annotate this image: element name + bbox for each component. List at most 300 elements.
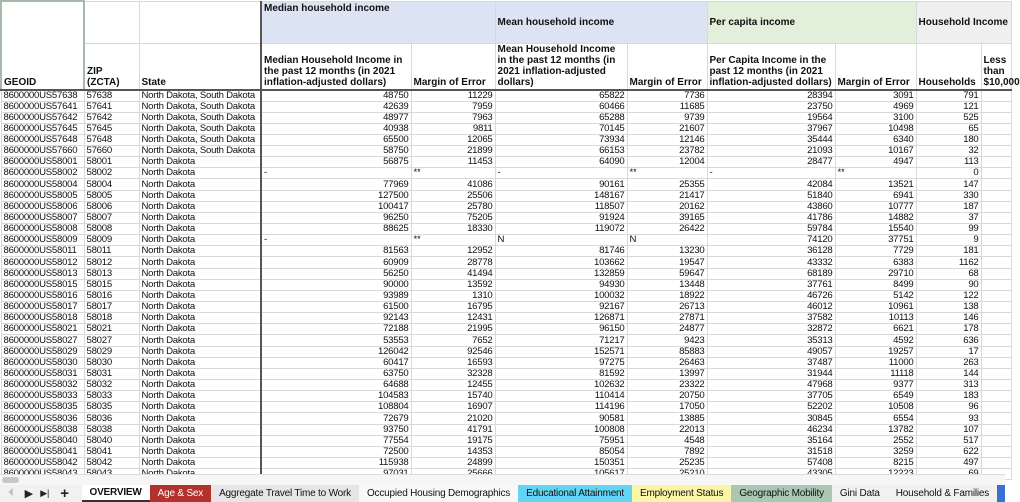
cell-mean-moe[interactable]: 26463 bbox=[627, 357, 707, 368]
cell-per-capita-income[interactable]: 42084 bbox=[707, 179, 835, 190]
cell-mean-moe[interactable]: 13885 bbox=[627, 413, 707, 424]
cell-per-capita-moe[interactable]: 6383 bbox=[835, 257, 916, 268]
cell-median-income[interactable]: - bbox=[261, 168, 411, 179]
cell-median-moe[interactable]: 24899 bbox=[411, 458, 495, 469]
cell-geoid[interactable]: 8600000US58018 bbox=[1, 313, 84, 324]
next-sheet-icon[interactable]: ▶ bbox=[24, 488, 33, 500]
cell-median-moe[interactable]: 7959 bbox=[411, 101, 495, 112]
cell-median-moe[interactable]: 41086 bbox=[411, 179, 495, 190]
cell-mean-moe[interactable]: 20162 bbox=[627, 201, 707, 212]
scrollbar-thumb[interactable] bbox=[2, 477, 19, 483]
cell-median-income[interactable]: 65500 bbox=[261, 134, 411, 145]
cell-mean-moe[interactable]: 12146 bbox=[627, 134, 707, 145]
cell-households[interactable]: 90 bbox=[916, 279, 981, 290]
cell-less-than-10000[interactable] bbox=[981, 101, 1011, 112]
cell-geoid[interactable]: 8600000US57648 bbox=[1, 134, 84, 145]
cell-per-capita-moe[interactable]: 15540 bbox=[835, 224, 916, 235]
cell-median-income[interactable]: 77554 bbox=[261, 435, 411, 446]
cell-median-moe[interactable]: 12455 bbox=[411, 380, 495, 391]
cell-households[interactable]: 17 bbox=[916, 346, 981, 357]
cell-mean-income[interactable]: 118507 bbox=[495, 201, 627, 212]
cell-per-capita-moe[interactable]: 14882 bbox=[835, 212, 916, 223]
cell-less-than-10000[interactable] bbox=[981, 435, 1011, 446]
cell-per-capita-income[interactable]: 37967 bbox=[707, 123, 835, 134]
cell-median-income[interactable]: 58750 bbox=[261, 146, 411, 157]
cell-median-income[interactable]: 72500 bbox=[261, 446, 411, 457]
cell-mean-moe[interactable]: 23322 bbox=[627, 380, 707, 391]
cell-median-income[interactable]: 60909 bbox=[261, 257, 411, 268]
cell-per-capita-moe[interactable]: 8499 bbox=[835, 279, 916, 290]
cell-state[interactable]: North Dakota bbox=[139, 435, 261, 446]
cell-median-moe[interactable]: 28778 bbox=[411, 257, 495, 268]
cell-median-income[interactable]: 53553 bbox=[261, 335, 411, 346]
cell-households[interactable]: 497 bbox=[916, 458, 981, 469]
cell-per-capita-moe[interactable]: 3091 bbox=[835, 90, 916, 102]
sheet-tab[interactable]: Geographic Mobility bbox=[731, 485, 832, 502]
cell-median-moe[interactable]: 7652 bbox=[411, 335, 495, 346]
cell-per-capita-moe[interactable]: 6549 bbox=[835, 391, 916, 402]
cell-median-moe[interactable]: 32328 bbox=[411, 368, 495, 379]
cell-less-than-10000[interactable] bbox=[981, 201, 1011, 212]
cell-geoid[interactable]: 8600000US58005 bbox=[1, 190, 84, 201]
cell-households[interactable]: 525 bbox=[916, 112, 981, 123]
cell-mean-income[interactable]: 70145 bbox=[495, 123, 627, 134]
cell-per-capita-moe[interactable]: 3259 bbox=[835, 446, 916, 457]
cell-households[interactable]: 122 bbox=[916, 290, 981, 301]
cell-state[interactable]: North Dakota bbox=[139, 446, 261, 457]
cell-per-capita-income[interactable]: 35164 bbox=[707, 435, 835, 446]
cell-state[interactable]: North Dakota bbox=[139, 357, 261, 368]
cell-mean-income[interactable]: 119072 bbox=[495, 224, 627, 235]
cell-state[interactable]: North Dakota bbox=[139, 212, 261, 223]
cell-per-capita-moe[interactable]: 3100 bbox=[835, 112, 916, 123]
cell-median-income[interactable]: 100417 bbox=[261, 201, 411, 212]
cell-households[interactable]: 68 bbox=[916, 268, 981, 279]
cell-state[interactable]: North Dakota, South Dakota bbox=[139, 90, 261, 102]
cell-median-moe[interactable]: 7963 bbox=[411, 112, 495, 123]
cell-zip[interactable]: 57645 bbox=[84, 123, 139, 134]
cell-mean-moe[interactable]: 22013 bbox=[627, 424, 707, 435]
cell-state[interactable]: North Dakota bbox=[139, 346, 261, 357]
cell-mean-income[interactable]: 71217 bbox=[495, 335, 627, 346]
cell-mean-moe[interactable]: 12004 bbox=[627, 157, 707, 168]
cell-per-capita-moe[interactable]: 10113 bbox=[835, 313, 916, 324]
col-header-zip[interactable]: ZIP (ZCTA) bbox=[84, 43, 139, 90]
cell-per-capita-moe[interactable]: 9377 bbox=[835, 380, 916, 391]
cell-geoid[interactable]: 8600000US58011 bbox=[1, 246, 84, 257]
cell-median-income[interactable]: 104583 bbox=[261, 391, 411, 402]
cell-less-than-10000[interactable] bbox=[981, 268, 1011, 279]
cell-zip[interactable]: 57648 bbox=[84, 134, 139, 145]
sheet-tab[interactable]: Aggregate Travel Time to Work bbox=[211, 485, 359, 502]
cell-median-moe[interactable]: 21020 bbox=[411, 413, 495, 424]
cell-zip[interactable]: 58001 bbox=[84, 157, 139, 168]
cell-geoid[interactable]: 8600000US58017 bbox=[1, 302, 84, 313]
cell-mean-moe[interactable]: 26422 bbox=[627, 224, 707, 235]
cell-mean-moe[interactable]: 85883 bbox=[627, 346, 707, 357]
cell-mean-income[interactable]: 102632 bbox=[495, 380, 627, 391]
cell-geoid[interactable]: 8600000US58031 bbox=[1, 368, 84, 379]
cell-state[interactable]: North Dakota, South Dakota bbox=[139, 101, 261, 112]
cell-state[interactable]: North Dakota bbox=[139, 313, 261, 324]
col-header-mean-income[interactable]: Mean Household Income in the past 12 months (in 2021 inflation-adjusted dollars) bbox=[495, 43, 627, 90]
col-header-median-moe[interactable]: Margin of Error bbox=[411, 43, 495, 90]
cell-median-moe[interactable]: 16593 bbox=[411, 357, 495, 368]
cell-median-moe[interactable]: 92546 bbox=[411, 346, 495, 357]
cell-median-moe[interactable]: 11453 bbox=[411, 157, 495, 168]
cell-mean-income[interactable]: 100808 bbox=[495, 424, 627, 435]
cell-median-moe[interactable]: 12431 bbox=[411, 313, 495, 324]
cell-median-moe[interactable]: 25780 bbox=[411, 201, 495, 212]
sheet-tab[interactable]: OVERVIEW bbox=[82, 485, 150, 502]
cell-mean-moe[interactable]: 9739 bbox=[627, 112, 707, 123]
cell-per-capita-moe[interactable]: 6941 bbox=[835, 190, 916, 201]
cell-mean-income[interactable]: 103662 bbox=[495, 257, 627, 268]
col-header-geoid[interactable]: GEOID bbox=[1, 43, 84, 90]
col-header-households[interactable]: Households bbox=[916, 43, 981, 90]
cell-per-capita-moe[interactable]: 37751 bbox=[835, 235, 916, 246]
cell-mean-income[interactable]: 150351 bbox=[495, 458, 627, 469]
cell-geoid[interactable]: 8600000US58033 bbox=[1, 391, 84, 402]
sheet-tab[interactable]: Gini Data bbox=[832, 485, 888, 502]
cell-per-capita-moe[interactable]: 6554 bbox=[835, 413, 916, 424]
cell-less-than-10000[interactable] bbox=[981, 380, 1011, 391]
cell-zip[interactable]: 58027 bbox=[84, 335, 139, 346]
cell-mean-moe[interactable]: 9423 bbox=[627, 335, 707, 346]
cell-zip[interactable]: 58038 bbox=[84, 424, 139, 435]
add-sheet-icon[interactable]: + bbox=[60, 485, 69, 502]
sheet-tab[interactable]: Age & Sex bbox=[150, 485, 211, 502]
cell-median-moe[interactable]: 21995 bbox=[411, 324, 495, 335]
cell-zip[interactable]: 58032 bbox=[84, 380, 139, 391]
cell-median-moe[interactable]: 12952 bbox=[411, 246, 495, 257]
cell-median-income[interactable]: 72188 bbox=[261, 324, 411, 335]
cell-less-than-10000[interactable] bbox=[981, 424, 1011, 435]
cell-state[interactable]: North Dakota bbox=[139, 157, 261, 168]
cell-per-capita-moe[interactable]: 4947 bbox=[835, 157, 916, 168]
cell-households[interactable]: 32 bbox=[916, 146, 981, 157]
cell-less-than-10000[interactable] bbox=[981, 313, 1011, 324]
cell-mean-moe[interactable]: 21417 bbox=[627, 190, 707, 201]
cell-zip[interactable]: 58031 bbox=[84, 368, 139, 379]
col-header-mean-moe[interactable]: Margin of Error bbox=[627, 43, 707, 90]
cell-households[interactable]: 1162 bbox=[916, 257, 981, 268]
cell-zip[interactable]: 58041 bbox=[84, 446, 139, 457]
cell-less-than-10000[interactable] bbox=[981, 157, 1011, 168]
cell-geoid[interactable]: 8600000US58036 bbox=[1, 413, 84, 424]
cell-median-moe[interactable]: 75205 bbox=[411, 212, 495, 223]
cell-mean-income[interactable]: 114196 bbox=[495, 402, 627, 413]
cell-mean-moe[interactable]: 13448 bbox=[627, 279, 707, 290]
cell-geoid[interactable]: 8600000US58007 bbox=[1, 212, 84, 223]
cell-zip[interactable]: 57641 bbox=[84, 101, 139, 112]
col-header-per-capita-income[interactable]: Per Capita Income in the past 12 months (in 2021 inflation-adjusted dollars) bbox=[707, 43, 835, 90]
cell-state[interactable]: North Dakota bbox=[139, 190, 261, 201]
cell-households[interactable]: 263 bbox=[916, 357, 981, 368]
cell-per-capita-moe[interactable]: 13521 bbox=[835, 179, 916, 190]
cell-households[interactable]: 181 bbox=[916, 246, 981, 257]
cell-zip[interactable]: 58006 bbox=[84, 201, 139, 212]
col-header-per-capita-moe[interactable]: Margin of Error bbox=[835, 43, 916, 90]
cell-per-capita-moe[interactable]: 6621 bbox=[835, 324, 916, 335]
cell-median-income[interactable]: 77969 bbox=[261, 179, 411, 190]
cell-geoid[interactable]: 8600000US58035 bbox=[1, 402, 84, 413]
cell-per-capita-moe[interactable]: 10777 bbox=[835, 201, 916, 212]
cell-per-capita-income[interactable]: - bbox=[707, 168, 835, 179]
cell-median-income[interactable]: 42639 bbox=[261, 101, 411, 112]
cell-mean-income[interactable]: 90581 bbox=[495, 413, 627, 424]
cell-state[interactable]: North Dakota bbox=[139, 413, 261, 424]
cell-state[interactable]: North Dakota bbox=[139, 268, 261, 279]
cell-per-capita-income[interactable]: 35313 bbox=[707, 335, 835, 346]
cell-per-capita-moe[interactable]: 6340 bbox=[835, 134, 916, 145]
cell-per-capita-moe[interactable]: 4969 bbox=[835, 101, 916, 112]
cell-geoid[interactable]: 8600000US58030 bbox=[1, 357, 84, 368]
cell-households[interactable]: 144 bbox=[916, 368, 981, 379]
cell-less-than-10000[interactable] bbox=[981, 346, 1011, 357]
cell-median-moe[interactable]: 41494 bbox=[411, 268, 495, 279]
cell-households[interactable]: 147 bbox=[916, 179, 981, 190]
cell-median-income[interactable]: - bbox=[261, 235, 411, 246]
cell-less-than-10000[interactable] bbox=[981, 246, 1011, 257]
cell-geoid[interactable]: 8600000US58012 bbox=[1, 257, 84, 268]
cell-median-moe[interactable]: ** bbox=[411, 235, 495, 246]
cell-per-capita-income[interactable]: 19564 bbox=[707, 112, 835, 123]
cell-mean-income[interactable]: N bbox=[495, 235, 627, 246]
cell-per-capita-income[interactable]: 37487 bbox=[707, 357, 835, 368]
cell-median-income[interactable]: 108804 bbox=[261, 402, 411, 413]
cell-geoid[interactable]: 8600000US58038 bbox=[1, 424, 84, 435]
cell-households[interactable]: 791 bbox=[916, 90, 981, 102]
cell-per-capita-income[interactable]: 37705 bbox=[707, 391, 835, 402]
cell-mean-income[interactable]: 66153 bbox=[495, 146, 627, 157]
cell-geoid[interactable]: 8600000US58021 bbox=[1, 324, 84, 335]
cell-less-than-10000[interactable] bbox=[981, 458, 1011, 469]
cell-median-moe[interactable]: 25506 bbox=[411, 190, 495, 201]
cell-median-income[interactable]: 61500 bbox=[261, 302, 411, 313]
cell-median-income[interactable]: 127500 bbox=[261, 190, 411, 201]
cell-zip[interactable]: 58033 bbox=[84, 391, 139, 402]
cell-mean-income[interactable]: 100032 bbox=[495, 290, 627, 301]
cell-median-income[interactable]: 81563 bbox=[261, 246, 411, 257]
cell-less-than-10000[interactable] bbox=[981, 257, 1011, 268]
first-sheet-icon[interactable]: ⏴ bbox=[8, 487, 14, 499]
cell-geoid[interactable]: 8600000US58027 bbox=[1, 335, 84, 346]
cell-median-moe[interactable]: 1310 bbox=[411, 290, 495, 301]
cell-less-than-10000[interactable] bbox=[981, 168, 1011, 179]
cell-zip[interactable]: 58021 bbox=[84, 324, 139, 335]
cell-per-capita-income[interactable]: 74120 bbox=[707, 235, 835, 246]
cell-zip[interactable]: 58040 bbox=[84, 435, 139, 446]
cell-less-than-10000[interactable] bbox=[981, 134, 1011, 145]
cell-households[interactable]: 183 bbox=[916, 391, 981, 402]
cell-zip[interactable]: 57660 bbox=[84, 146, 139, 157]
cell-per-capita-income[interactable]: 46234 bbox=[707, 424, 835, 435]
cell-geoid[interactable]: 8600000US58013 bbox=[1, 268, 84, 279]
cell-median-income[interactable]: 56250 bbox=[261, 268, 411, 279]
cell-households[interactable]: 187 bbox=[916, 201, 981, 212]
cell-median-income[interactable]: 88625 bbox=[261, 224, 411, 235]
cell-per-capita-income[interactable]: 37761 bbox=[707, 279, 835, 290]
cell-per-capita-income[interactable]: 28394 bbox=[707, 90, 835, 102]
cell-zip[interactable]: 58042 bbox=[84, 458, 139, 469]
cell-per-capita-income[interactable]: 43332 bbox=[707, 257, 835, 268]
cell-households[interactable]: 9 bbox=[916, 235, 981, 246]
cell-state[interactable]: North Dakota, South Dakota bbox=[139, 146, 261, 157]
cell-per-capita-moe[interactable]: 19257 bbox=[835, 346, 916, 357]
cell-per-capita-moe[interactable]: 13782 bbox=[835, 424, 916, 435]
cell-state[interactable]: North Dakota bbox=[139, 391, 261, 402]
cell-less-than-10000[interactable] bbox=[981, 179, 1011, 190]
cell-zip[interactable]: 58004 bbox=[84, 179, 139, 190]
cell-mean-moe[interactable]: 7736 bbox=[627, 90, 707, 102]
cell-state[interactable]: North Dakota bbox=[139, 302, 261, 313]
cell-median-moe[interactable]: 12065 bbox=[411, 134, 495, 145]
col-header-less-than-10000[interactable]: Less than $10,000 bbox=[981, 43, 1011, 90]
cell-per-capita-income[interactable]: 43860 bbox=[707, 201, 835, 212]
cell-median-income[interactable]: 56875 bbox=[261, 157, 411, 168]
cell-median-moe[interactable]: 13592 bbox=[411, 279, 495, 290]
cell-mean-moe[interactable]: 27871 bbox=[627, 313, 707, 324]
cell-mean-income[interactable]: - bbox=[495, 168, 627, 179]
cell-less-than-10000[interactable] bbox=[981, 357, 1011, 368]
sheet-tab[interactable]: Educational Attainment bbox=[518, 485, 632, 502]
cell-geoid[interactable]: 8600000US58006 bbox=[1, 201, 84, 212]
cell-zip[interactable]: 58011 bbox=[84, 246, 139, 257]
cell-per-capita-income[interactable]: 52202 bbox=[707, 402, 835, 413]
cell-geoid[interactable]: 8600000US58001 bbox=[1, 157, 84, 168]
cell-less-than-10000[interactable] bbox=[981, 335, 1011, 346]
cell-mean-moe[interactable]: ** bbox=[627, 168, 707, 179]
cell-median-moe[interactable]: ** bbox=[411, 168, 495, 179]
cell-median-income[interactable]: 93750 bbox=[261, 424, 411, 435]
cell-less-than-10000[interactable] bbox=[981, 446, 1011, 457]
cell-median-moe[interactable]: 16795 bbox=[411, 302, 495, 313]
cell-mean-income[interactable]: 97275 bbox=[495, 357, 627, 368]
cell-mean-moe[interactable]: 20750 bbox=[627, 391, 707, 402]
cell-less-than-10000[interactable] bbox=[981, 302, 1011, 313]
cell-mean-moe[interactable]: 59647 bbox=[627, 268, 707, 279]
cell-households[interactable]: 180 bbox=[916, 134, 981, 145]
col-header-state[interactable]: State bbox=[139, 43, 261, 90]
cell-less-than-10000[interactable] bbox=[981, 146, 1011, 157]
cell-less-than-10000[interactable] bbox=[981, 235, 1011, 246]
cell-mean-moe[interactable]: 24877 bbox=[627, 324, 707, 335]
cell-median-income[interactable]: 63750 bbox=[261, 368, 411, 379]
cell-zip[interactable]: 58016 bbox=[84, 290, 139, 301]
cell-per-capita-income[interactable]: 46726 bbox=[707, 290, 835, 301]
cell-households[interactable]: 107 bbox=[916, 424, 981, 435]
cell-mean-income[interactable]: 81746 bbox=[495, 246, 627, 257]
cell-per-capita-moe[interactable]: 5142 bbox=[835, 290, 916, 301]
cell-per-capita-income[interactable]: 51840 bbox=[707, 190, 835, 201]
cell-median-moe[interactable]: 9811 bbox=[411, 123, 495, 134]
cell-households[interactable]: 99 bbox=[916, 224, 981, 235]
cell-median-moe[interactable]: 21899 bbox=[411, 146, 495, 157]
cell-households[interactable]: 113 bbox=[916, 157, 981, 168]
cell-median-moe[interactable]: 14353 bbox=[411, 446, 495, 457]
cell-median-income[interactable]: 92143 bbox=[261, 313, 411, 324]
cell-per-capita-income[interactable]: 49057 bbox=[707, 346, 835, 357]
cell-mean-moe[interactable]: 19547 bbox=[627, 257, 707, 268]
cell-per-capita-income[interactable]: 21093 bbox=[707, 146, 835, 157]
cell-state[interactable]: North Dakota bbox=[139, 335, 261, 346]
cell-mean-moe[interactable]: 13997 bbox=[627, 368, 707, 379]
cell-per-capita-income[interactable]: 32872 bbox=[707, 324, 835, 335]
cell-zip[interactable]: 58012 bbox=[84, 257, 139, 268]
cell-mean-moe[interactable]: 7892 bbox=[627, 446, 707, 457]
cell-geoid[interactable]: 8600000US57641 bbox=[1, 101, 84, 112]
cell-geoid[interactable]: 8600000US58002 bbox=[1, 168, 84, 179]
cell-mean-moe[interactable]: 39165 bbox=[627, 212, 707, 223]
cell-households[interactable]: 330 bbox=[916, 190, 981, 201]
cell-per-capita-income[interactable]: 41786 bbox=[707, 212, 835, 223]
cell-households[interactable]: 65 bbox=[916, 123, 981, 134]
cell-state[interactable]: North Dakota bbox=[139, 279, 261, 290]
cell-mean-income[interactable]: 81592 bbox=[495, 368, 627, 379]
cell-state[interactable]: North Dakota bbox=[139, 201, 261, 212]
cell-per-capita-moe[interactable]: 11000 bbox=[835, 357, 916, 368]
cell-state[interactable]: North Dakota bbox=[139, 424, 261, 435]
cell-state[interactable]: North Dakota bbox=[139, 458, 261, 469]
cell-state[interactable]: North Dakota bbox=[139, 168, 261, 179]
cell-mean-income[interactable]: 64090 bbox=[495, 157, 627, 168]
cell-less-than-10000[interactable] bbox=[981, 90, 1011, 102]
cell-less-than-10000[interactable] bbox=[981, 324, 1011, 335]
cell-per-capita-income[interactable]: 47968 bbox=[707, 380, 835, 391]
cell-less-than-10000[interactable] bbox=[981, 413, 1011, 424]
cell-median-income[interactable]: 93989 bbox=[261, 290, 411, 301]
cell-mean-moe[interactable]: 21607 bbox=[627, 123, 707, 134]
cell-geoid[interactable]: 8600000US58041 bbox=[1, 446, 84, 457]
cell-geoid[interactable]: 8600000US58016 bbox=[1, 290, 84, 301]
cell-mean-income[interactable]: 85054 bbox=[495, 446, 627, 457]
cell-zip[interactable]: 58035 bbox=[84, 402, 139, 413]
cell-less-than-10000[interactable] bbox=[981, 391, 1011, 402]
cell-households[interactable]: 96 bbox=[916, 402, 981, 413]
cell-geoid[interactable]: 8600000US58015 bbox=[1, 279, 84, 290]
cell-zip[interactable]: 58017 bbox=[84, 302, 139, 313]
cell-households[interactable]: 636 bbox=[916, 335, 981, 346]
cell-median-income[interactable]: 64688 bbox=[261, 380, 411, 391]
cell-mean-income[interactable]: 75951 bbox=[495, 435, 627, 446]
last-sheet-icon[interactable]: ▶| bbox=[40, 488, 50, 498]
cell-geoid[interactable]: 8600000US58032 bbox=[1, 380, 84, 391]
cell-mean-income[interactable]: 152571 bbox=[495, 346, 627, 357]
cell-mean-income[interactable]: 60466 bbox=[495, 101, 627, 112]
cell-median-income[interactable]: 48977 bbox=[261, 112, 411, 123]
cell-per-capita-moe[interactable]: 7729 bbox=[835, 246, 916, 257]
cell-per-capita-moe[interactable]: 10167 bbox=[835, 146, 916, 157]
cell-less-than-10000[interactable] bbox=[981, 212, 1011, 223]
cell-geoid[interactable]: 8600000US58029 bbox=[1, 346, 84, 357]
cell-zip[interactable]: 58030 bbox=[84, 357, 139, 368]
col-header-median-income[interactable]: Median Household Income in the past 12 months (in 2021 inflation-adjusted dollars) bbox=[261, 43, 411, 90]
cell-per-capita-income[interactable]: 23750 bbox=[707, 101, 835, 112]
cell-households[interactable]: 121 bbox=[916, 101, 981, 112]
cell-mean-moe[interactable]: 25355 bbox=[627, 179, 707, 190]
cell-mean-income[interactable]: 90161 bbox=[495, 179, 627, 190]
cell-households[interactable]: 0 bbox=[916, 168, 981, 179]
cell-zip[interactable]: 58005 bbox=[84, 190, 139, 201]
cell-median-income[interactable]: 96250 bbox=[261, 212, 411, 223]
cell-households[interactable]: 37 bbox=[916, 212, 981, 223]
cell-zip[interactable]: 58007 bbox=[84, 212, 139, 223]
cell-mean-moe[interactable]: 18922 bbox=[627, 290, 707, 301]
cell-median-income[interactable]: 48750 bbox=[261, 90, 411, 102]
cell-per-capita-income[interactable]: 30845 bbox=[707, 413, 835, 424]
cell-per-capita-income[interactable]: 31518 bbox=[707, 446, 835, 457]
